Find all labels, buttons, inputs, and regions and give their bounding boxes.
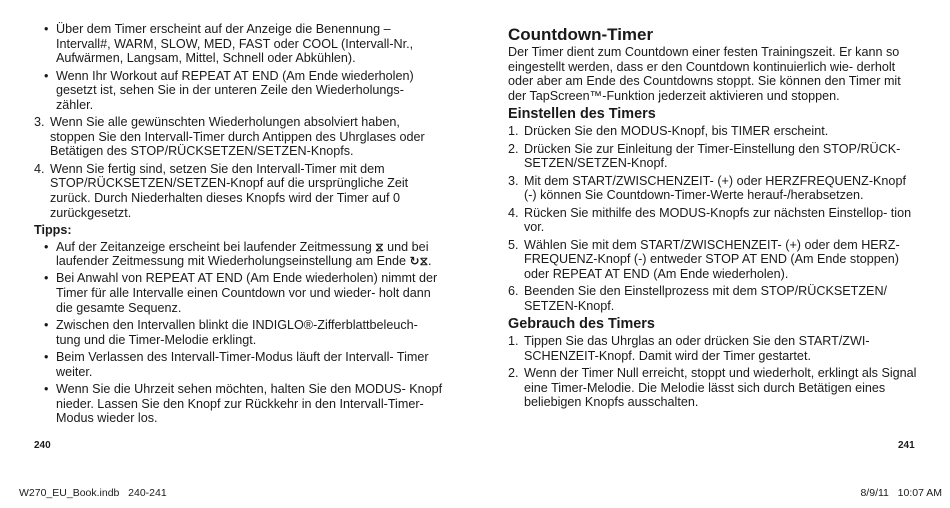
list-item xyxy=(34,318,444,347)
step-text: Beenden Sie den Einstellprozess mit dem STOP/RÜCKSETZEN/ SETZEN-Knopf. xyxy=(524,284,888,313)
left-page xyxy=(34,22,444,429)
intro-paragraph: Der Timer dient zum Countdown einer festen Trainingszeit. Er kann so eingestellt werden, dass er den Countdown kontinuierlich wie- derholt oder aber am Ende des Countdowns stoppt. Sie können den Timer mit der TapScreen™-Funktion jederzeit aktivieren und stoppen. xyxy=(508,45,901,103)
step-text: Wenn der Timer Null erreicht, stoppt und wiederholt, erklingt als Signal eine Timer-Melodie. Die Melodie lässt sich durch Betätigen eines beliebigen Knopfs ausschalten. xyxy=(524,366,917,410)
list-item xyxy=(508,366,920,410)
list-item xyxy=(508,124,920,139)
step-text: Wenn Sie alle gewünschten Wiederholungen absolviert haben, stoppen Sie den Intervall-Timer durch Antippen des Uhrglases oder Betätigen des STOP/RÜCKSETZEN/SETZEN-Knopfs. xyxy=(50,115,425,159)
list-item xyxy=(508,142,920,171)
section-heading: Gebrauch des Timers xyxy=(508,316,655,333)
bullet-icon: • xyxy=(44,382,49,397)
bullet-icon: • xyxy=(44,68,49,83)
list-item xyxy=(508,174,920,203)
list-item xyxy=(508,206,920,235)
bullet-text: Wenn Ihr Workout auf REPEAT AT END (Am Ende wiederholen) gesetzt ist, sehen Sie in der unteren Zeile den Wiederholungs- zähler. xyxy=(56,68,414,112)
tip-text-end: . xyxy=(428,254,432,269)
step-text: Mit dem START/ZWISCHENZEIT- (+) oder HERZFREQUENZ-Knopf (-) können Sie Countdown-Timer-Werte herauf-/herabsetzen. xyxy=(524,173,906,203)
bullet-icon: • xyxy=(44,350,49,365)
footer-datetime: 8/9/11 10:07 AM xyxy=(860,487,942,499)
list-item xyxy=(34,115,444,159)
page-title: Countdown-Timer xyxy=(508,25,654,44)
tip-text-cont: und bei laufender Zeitmessung mit Wiederholungseinstellung am Ende xyxy=(56,239,429,269)
step-number: 6. xyxy=(508,284,519,299)
list-item xyxy=(34,271,444,315)
tips-heading: Tipps: xyxy=(34,222,72,237)
footer-file: W270_EU_Book.indb 240-241 xyxy=(19,487,167,499)
page-number-left: 240 xyxy=(34,440,51,451)
list-item xyxy=(34,69,444,113)
bullet-text: Über dem Timer erscheint auf der Anzeige die Benennung – Intervall#, WARM, SLOW, MED, FAST oder COOL (Intervall-Nr., Aufwärmen, Langsam, Mittel, Schnell oder Abkühlen). xyxy=(56,22,414,66)
list-item xyxy=(508,238,920,282)
step-number: 2. xyxy=(508,366,519,381)
step-number: 1. xyxy=(508,334,519,349)
step-number: 3. xyxy=(508,173,519,188)
bullet-icon: • xyxy=(44,318,49,333)
tip-text: Wenn Sie die Uhrzeit sehen möchten, halten Sie den MODUS- Knopf nieder. Lassen Sie den Knopf zur Rückkehr in den Intervall-Timer-Modus wieder los. xyxy=(56,382,443,426)
list-item xyxy=(508,334,920,363)
step-number: 5. xyxy=(508,237,519,252)
step-text: Rücken Sie mithilfe des MODUS-Knopfs zur nächsten Einstellop- tion vor. xyxy=(524,205,912,235)
tip-text: Bei Anwahl von REPEAT AT END (Am Ende wiederholen) nimmt der Timer für alle Intervalle einen Countdown vor und wieder- holt dann die gesamte Sequenz. xyxy=(56,271,438,315)
tip-text: Zwischen den Intervallen blinkt die INDIGLO®-Zifferblattbeleuch- tung und die Timer-Melodie erklingt. xyxy=(56,318,418,347)
section-heading: Einstellen des Timers xyxy=(508,106,656,123)
list-item xyxy=(34,162,444,220)
list-item xyxy=(34,382,444,426)
hourglass-icon: ⧖ xyxy=(375,239,384,254)
step-text: Tippen Sie das Uhrglas an oder drücken Sie den START/ZWI- SCHENZEIT-Knopf. Damit wird der Timer gestartet. xyxy=(524,334,870,363)
step-text: Wählen Sie mit dem START/ZWISCHENZEIT- (+) oder dem HERZ- FREQUENZ-Knopf (-) entweder STOP AT END (Am Ende stoppen) oder REPEAT AT END (Am Ende wiederholen). xyxy=(524,237,900,281)
right-page xyxy=(508,25,920,413)
bullet-icon: • xyxy=(44,239,49,254)
step-text: Wenn Sie fertig sind, setzen Sie den Intervall-Timer mit dem STOP/RÜCKSETZEN/SETZEN-Knopf auf die ursprüngliche Zeit zurück. Durch Niederhalten dieses Knopfs wird der Timer auf 0 zurückgesetzt. xyxy=(50,161,409,220)
tip-text: Beim Verlassen des Intervall-Timer-Modus läuft der Intervall- Timer weiter. xyxy=(56,350,429,379)
bullet-icon: • xyxy=(44,271,49,286)
step-number: 3. xyxy=(34,115,45,130)
list-item xyxy=(34,350,444,379)
list-item xyxy=(34,240,444,269)
repeat-hourglass-icon: ↻⧖ xyxy=(409,254,429,269)
step-text: Drücken Sie den MODUS-Knopf, bis TIMER erscheint. xyxy=(524,124,829,139)
step-number: 4. xyxy=(508,205,519,220)
list-item xyxy=(508,284,920,313)
bullet-icon: • xyxy=(44,22,49,36)
list-item xyxy=(34,22,444,66)
step-number: 4. xyxy=(34,161,45,176)
step-number: 2. xyxy=(508,141,519,156)
tip-text: Auf der Zeitanzeige erscheint bei laufender Zeitmessung xyxy=(56,239,372,254)
step-number: 1. xyxy=(508,124,519,139)
step-text: Drücken Sie zur Einleitung der Timer-Einstellung den STOP/RÜCK- SETZEN/SETZEN-Knopf. xyxy=(524,141,901,171)
page-number-right: 241 xyxy=(898,440,915,451)
